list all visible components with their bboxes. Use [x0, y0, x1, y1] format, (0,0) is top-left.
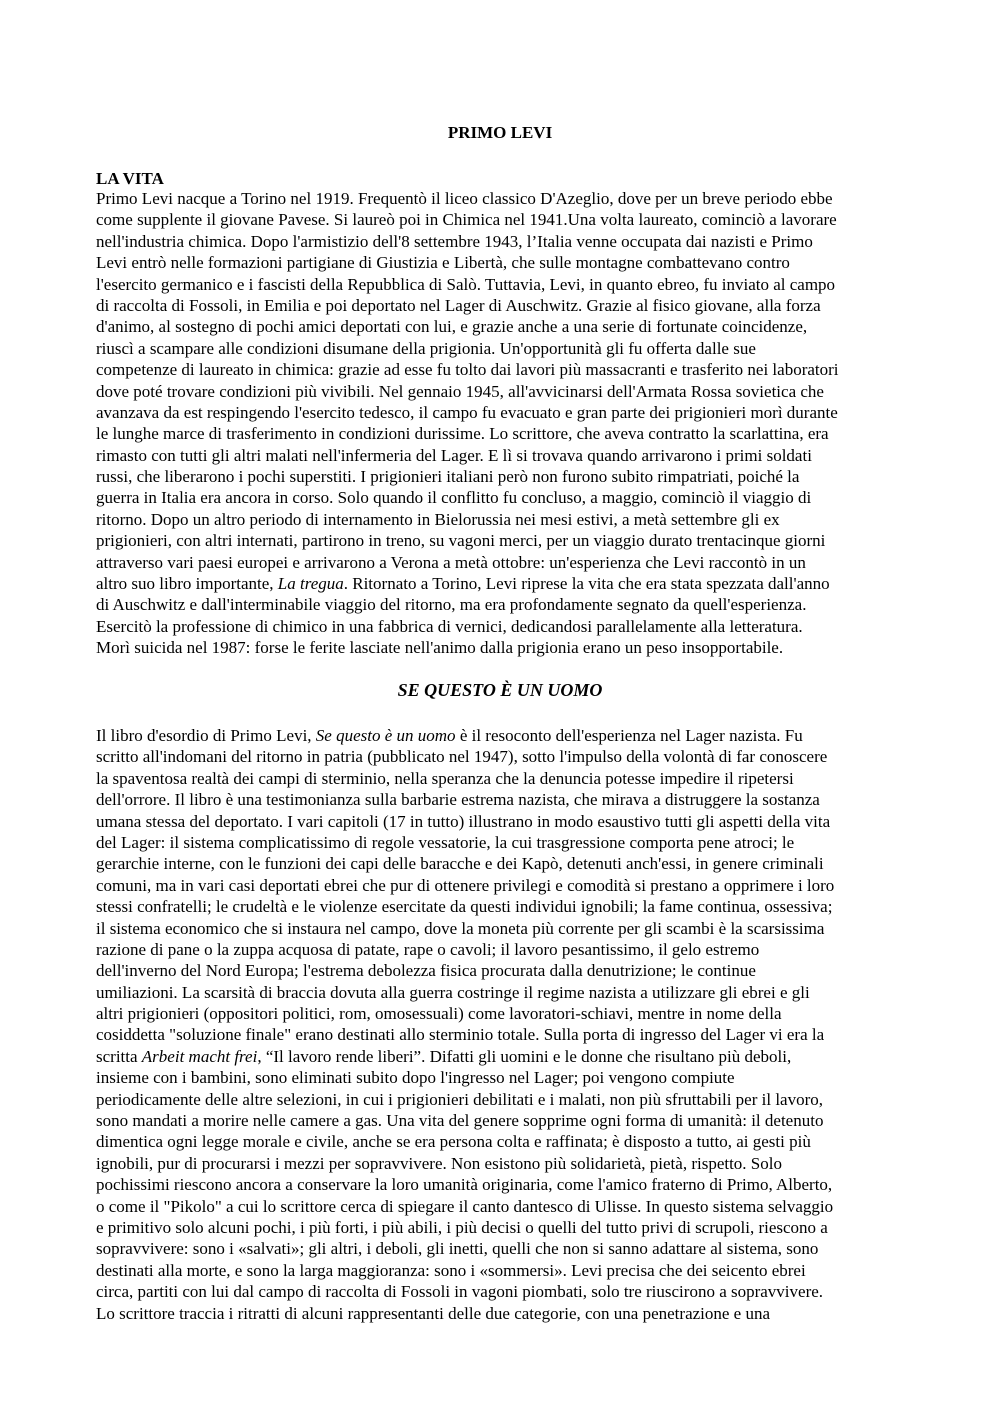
text-line: Lo scrittore traccia i ritratti di alcuni rappresentanti delle due categorie, con una penetrazione e una [96, 1303, 771, 1323]
text-line: pochissimi riescono ancora a conservare la loro umanità originaria, come l'amico fraterno di Primo, Alberto, [96, 1175, 833, 1195]
text-line: nell'industria chimica. Dopo l'armistizio dell'8 settembre 1943, l’Italia venne occupata dai nazisti e Primo [96, 231, 813, 251]
italic-book-title: Se questo è un uomo [315, 726, 456, 745]
text-line: Primo Levi nacque a Torino nel 1919. Frequentò il liceo classico D'Azeglio, dove per un breve periodo ebbe [96, 189, 833, 208]
text-line: dell'inverno del Nord Europa; l'estrema debolezza fisica procurata dalla denutrizione; le continue [96, 961, 756, 981]
text-line: umiliazioni. La scarsità di braccia dovuta alla guerra costringe il regime nazista a utilizzare gli ebrei e gli [96, 982, 810, 1002]
italic-quote: Arbeit macht frei [141, 1046, 258, 1066]
text-line: attraverso vari paesi europei e arrivarono a Verona a metà ottobre: un'esperienza che Levi raccontò in un [96, 552, 806, 572]
text-line: sopravvivere: sono i «salvati»; gli altri, i deboli, gli inetti, quelli che non si sanno adattare al sistema, sono [96, 1239, 819, 1259]
text-line: cosiddetta "soluzione finale" erano destinati allo sterminio totale. Sulla porta di ingresso del Lager vi era la [96, 1025, 825, 1045]
text-line: altri prigionieri (oppositori politici, rom, omosessuali) come lavoratori-schiavi, mentre in nome della [96, 1004, 782, 1024]
text-fragment: Il libro d'esordio di Primo Levi, [96, 726, 316, 745]
italic-book-title: La tregua [277, 574, 344, 594]
text-line: le lunghe marce di trasferimento in condizioni durissime. Lo scrittore, che aveva contratto la scarlattina, era [96, 424, 829, 444]
text-line: dove poté trovare condizioni più vivibili. Nel gennaio 1945, all'avvicinarsi dell'Armata Rossa sovietica che [96, 381, 824, 401]
text-line: o come il "Pikolo" a cui lo scrittore cerca di spiegare il canto dantesco di Ulisse. In questo sistema selvaggio [96, 1196, 834, 1216]
text-line: prigionieri, con altri internati, partirono in treno, su vagoni merci, per un viaggio durato trentacinque giorni [96, 531, 826, 551]
section-heading-vita: LA VITA [96, 169, 164, 188]
text-line: competenze di laureato in chimica: grazie ad esse fu tolto dai lavori più massacranti e trasferito nei laboratori [96, 360, 839, 380]
text-line: Levi entrò nelle formazioni partigiane di Giustizia e Libertà, che sulle montagne combattevano contro [96, 253, 790, 273]
text-line: del Lager: il sistema complicatissimo di regole vessatorie, la cui trasgressione comporta pene atroci; le [96, 832, 795, 852]
text-line: razione di pane o la zuppa acquosa di patate, rape o cavoli; il lavoro pesantissimo, il gelo estremo [96, 939, 760, 959]
text-line: di Auschwitz e dall'interminabile viaggio del ritorno, ma era profondamente segnato da quell'esperienza. [96, 595, 807, 615]
text-line-with-italic [96, 573, 916, 594]
text-line: riuscì a scampare alle condizioni disumane della prigionia. Un'opportunità gli fu offerta dalle sue [96, 338, 756, 358]
text-line: guerra in Italia era ancora in corso. Solo quando il conflitto fu concluso, a maggio, cominciò il viaggio di [96, 488, 812, 508]
text-line: ignobili, pur di procurarsi i mezzi per sopravvivere. Non esistono più solidarietà, pietà, rispetto. Solo [96, 1153, 782, 1173]
text-line: rimasto con tutti gli altri malati nell'infermeria del Lager. E lì si trovava quando arrivarono i primi soldati [96, 445, 812, 465]
text-line: destinati alla morte, e sono la larga maggioranza: sono i «sommersi». Levi precisa che dei seicento ebrei [96, 1260, 806, 1280]
text-fragment: , “Il lavoro rende liberi”. Difatti gli uomini e le donne che risultano più deboli, [257, 1046, 792, 1066]
text-line: Morì suicida nel 1987: forse le ferite lasciate nell'animo dalla prigionia erano un peso insopportabile. [96, 638, 784, 658]
text-fragment: è il resoconto dell'esperienza nel Lager nazista. Fu [455, 726, 803, 745]
text-line-with-italic [96, 1046, 916, 1067]
text-line: stessi confratelli; le crudeltà e le violenze esercitate da questi individui ignobili; la fame continua, ossessiva; [96, 897, 833, 917]
text-line: e primitivo solo alcuni pochi, i più forti, i più abili, i più decisi o quelli del tutto privi di scrupoli, riescono a [96, 1217, 828, 1237]
text-fragment: altro suo libro importante, [96, 574, 278, 594]
text-line-with-italic [96, 725, 916, 746]
text-line: la spaventosa realtà dei campi di sterminio, nella speranza che la denuncia potesse impedire il ripetersi [96, 768, 794, 788]
text-line: scritto all'indomani del ritorno in patria (pubblicato nel 1947), sotto l'impulso della volontà di far conoscere [96, 747, 828, 767]
text-line: l'esercito germanico e i fascisti della Repubblica di Salò. Tuttavia, Levi, in quanto ebreo, fu inviato al campo [96, 274, 836, 294]
vita-paragraph [96, 188, 916, 659]
text-line: circa, partiti con lui dal campo di raccolta di Fossoli in vagoni piombati, solo tre riuscirono a sopravvivere. [96, 1282, 824, 1302]
text-fragment: . Ritornato a Torino, Levi riprese la vita che era stata spezzata dall'anno [343, 574, 830, 594]
text-line: come supplente il giovane Pavese. Si laureò poi in Chimica nel 1941.Una volta laureato, cominciò a lavorare [96, 210, 837, 230]
text-line: d'animo, al sostegno di pochi amici deportati con lui, e grazie anche a una serie di fortunate coincidenze, [96, 317, 808, 337]
book-paragraph [96, 725, 916, 1324]
text-line: periodicamente delle altre selezioni, in cui i prigionieri debilitati e i malati, non più sfruttabili per il lavoro, [96, 1089, 823, 1109]
text-line: di raccolta di Fossoli, in Emilia e poi deportato nel Lager di Auschwitz. Grazie al fisico giovane, alla forza [96, 295, 821, 315]
text-line: il sistema economico che si instaura nel campo, dove la moneta più corrente per gli scambi è la scarsissima [96, 918, 825, 938]
text-line: sono mandati a morire nelle camere a gas. Una vita del genere sopprime ogni forma di umanità: il detenuto [96, 1111, 824, 1131]
text-line: Esercitò la professione di chimico in una fabbrica di vernici, dedicandosi parallelamente alla letteratura. [96, 616, 803, 636]
text-line: avanzava da est respingendo l'esercito tedesco, il campo fu evacuato e gran parte dei prigionieri morì durante [96, 402, 838, 422]
text-line: comuni, ma in vari casi deportati ebrei che pur di ottenere privilegi e comodità si prestano a opprimere i loro [96, 875, 835, 895]
text-line: dimentica ogni legge morale e civile, anche se era persona colta e raffinata; è disposto a tutto, ai gesti più [96, 1132, 811, 1152]
text-line: insieme con i bambini, sono eliminati subito dopo l'ingresso nel Lager; poi vengono compiute [96, 1068, 735, 1088]
text-fragment: scritta [96, 1046, 142, 1066]
section-heading-book: SE QUESTO È UN UOMO [397, 680, 603, 700]
text-line: dell'orrore. Il libro è una testimonianza sulla barbarie estrema nazista, che mirava a distruggere la sostanza [96, 790, 820, 810]
text-line: ritorno. Dopo un altro periodo di internamento in Bielorussia nei mesi estivi, a metà settembre gli ex [96, 509, 780, 529]
text-line: umana stessa del deportato. I vari capitoli (17 in tutto) illustrano in modo esaustivo tutti gli aspetti della vita [96, 811, 831, 831]
text-line: gerarchie interne, con le funzioni dei capi delle baracche e dei Kapò, detenuti anch'essi, in genere criminali [96, 854, 824, 874]
page-title: PRIMO LEVI [447, 123, 553, 142]
text-line: russi, che liberarono i pochi superstiti. I prigionieri italiani però non furono subito rimpatriati, poiché la [96, 467, 800, 487]
